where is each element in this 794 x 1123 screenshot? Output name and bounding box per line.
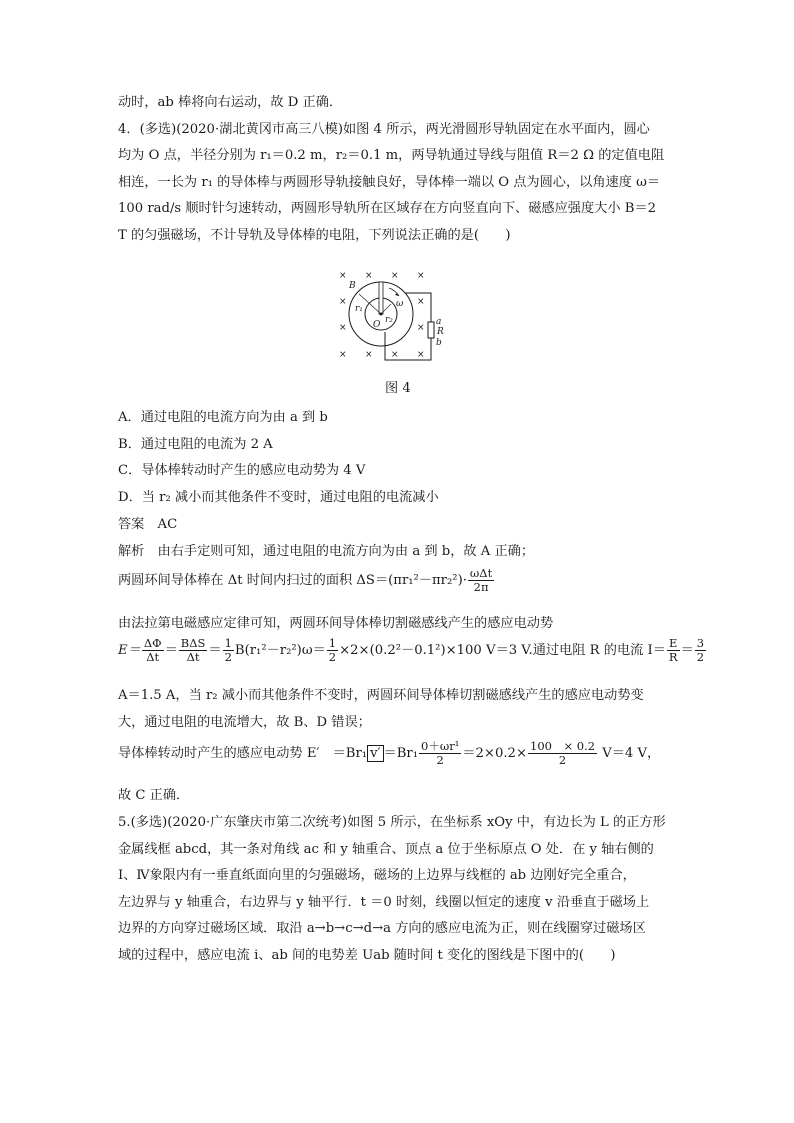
- label-O: O: [373, 320, 381, 330]
- analysis-line: 大，通过电阻的电流增大，故 B、D 错误；: [118, 715, 371, 730]
- cross-mark: ×: [391, 350, 399, 360]
- analysis-line: [118, 567, 495, 594]
- fraction: $\frac{\text{ωΔt}}{2\pi}$: [469, 566, 493, 594]
- label-b: b: [436, 338, 442, 348]
- label-r1: r₁: [355, 304, 363, 314]
- text-line: 域的过程中，感应电流 i、ab 间的电势差 Uab 随时间 t 变化的图线是下图中的( ): [118, 948, 616, 963]
- text-line: 左边界与 y 轴重合，右边界与 y 轴平行．t ＝0 时刻，线圈以恒定的速度 v 沿垂直于磁场上: [118, 895, 650, 910]
- cross-mark: ×: [339, 297, 347, 307]
- cross-mark: ×: [365, 271, 373, 281]
- text-line: Ⅰ、Ⅳ象限内有一垂直纸面向里的匀强磁场，磁场的上边界与线框的 ab 边刚好完全重合，: [118, 868, 636, 883]
- cross-mark: ×: [417, 323, 425, 333]
- option-a: A．通过电阻的电流方向为由 a 到 b: [118, 410, 328, 425]
- label-R: R: [437, 327, 444, 337]
- cross-mark: ×: [339, 323, 347, 333]
- conductor-rod: [379, 282, 383, 314]
- option-c: C．导体棒转动时产生的感应电动势为 4 V: [118, 463, 366, 478]
- label-r2: r₂: [385, 315, 393, 325]
- analysis-line: 解析 由右手定则可知，通过电阻的电流方向为由 a 到 b，故 A 正确；: [118, 544, 535, 559]
- figure-caption: 图 4: [385, 381, 411, 396]
- text-line: 100 rad/s 顺时针匀速转动，两圆形导轨所在区域存在方向竖直向下、磁感应强度大小 B＝2: [118, 201, 657, 216]
- text-line: T 的匀强磁场，不计导轨及导体棒的电阻，下列说法正确的是( ): [118, 228, 511, 243]
- analysis-line: A＝1.5 A，当 r₂ 减小而其他条件不变时，两圆环间导体棒切割磁感线产生的感应电动势变: [118, 688, 644, 703]
- label-omega: ω: [396, 299, 404, 309]
- boxed-term: v′: [367, 745, 383, 762]
- answer: 答案 AC: [118, 517, 178, 532]
- cross-mark: ×: [365, 350, 373, 360]
- cross-mark: ×: [339, 350, 347, 360]
- analysis-text: 两圆环间导体棒在 Δt 时间内扫过的面积 ΔS＝(πr₁²－πr₂²)·: [118, 573, 467, 588]
- resistor: [428, 322, 434, 338]
- emf-rotation-equation: 导体棒转动时产生的感应电动势 E′ ＝Br₁ v′ ＝Br₁ $\frac{\text{0＋ωr¹}}{2}$ ＝2×0.2× $\frac{100 \times 0.2}{2}$ V＝4 V，: [118, 739, 661, 767]
- analysis-line: 由法拉第电磁感应定律可知，两圆环间导体棒切割磁感线产生的感应电动势: [118, 616, 554, 631]
- cross-mark: ×: [391, 271, 399, 281]
- text-line: 相连，一长为 r₁ 的导体棒与两圆形导轨接触良好，导体棒一端以 O 点为圆心，以角速度 ω＝: [118, 175, 661, 190]
- label-a: a: [436, 317, 442, 327]
- emf-equation: E＝ $\frac{\Delta\Phi}{\Delta t}$ ＝ $\frac{\text{BΔS}}{\Delta t}$ ＝ $\frac{1}{2}$ B(r₁²－r₂²)ω＝ $\frac{1}{2}$ ×2×(0.2²－0.1²)×100 V＝3 V.通过电阻 R 的电流 I＝ $\frac{E}{R}$ ＝ $\frac{3}{2}$: [118, 636, 705, 664]
- text-line: 均为 O 点，半径分别为 r₁＝0.2 m，r₂＝0.1 m，两导轨通过导线与阻值 R＝2 Ω 的定值电阻: [118, 148, 665, 163]
- option-b: B．通过电阻的电流为 2 A: [118, 437, 273, 452]
- option-d: D．当 r₂ 减小而其他条件不变时，通过电阻的电流减小: [118, 490, 439, 505]
- text-line: 动时，ab 棒将向右运动，故 D 正确．: [118, 95, 343, 110]
- text-line: 金属线框 abcd，其一条对角线 ac 和 y 轴重合、顶点 a 位于坐标原点 O 处．在 y 轴右侧的: [118, 842, 654, 857]
- question-5-stem: 5.(多选)(2020·广东肇庆市第二次统考)如图 5 所示，在坐标系 xOy 中，有边长为 L 的正方形: [118, 815, 666, 830]
- question-4-stem: 4．(多选)(2020·湖北黄冈市高三八模)如图 4 所示，两光滑圆形导轨固定在水平面内，圆心: [118, 122, 650, 137]
- cross-mark: ×: [417, 271, 425, 281]
- label-B: B: [349, 281, 356, 291]
- figure-4-diagram: [333, 262, 469, 374]
- cross-mark: ×: [417, 350, 425, 360]
- cross-mark: ×: [339, 271, 347, 281]
- text-line: 边界的方向穿过磁场区域．取沿 a→b→c→d→a 方向的感应电流为正，则在线圈穿过磁场区: [118, 921, 646, 936]
- analysis-line: 故 C 正确．: [118, 788, 190, 803]
- cross-mark: ×: [417, 297, 425, 307]
